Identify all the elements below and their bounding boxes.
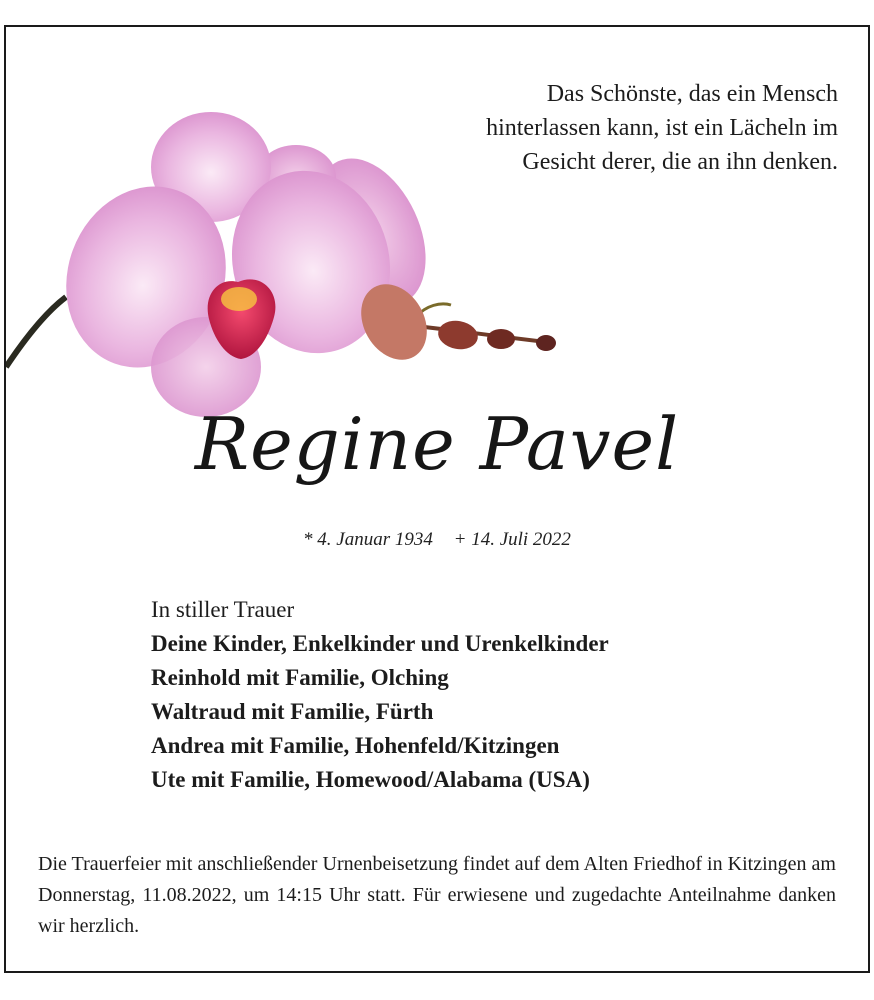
mourners-list [151,595,609,797]
memorial-quote [378,77,838,179]
birth-date: * 4. Januar 1934 [303,529,433,550]
quote-line: Gesicht derer, die an ihn denken. [522,149,838,175]
deceased-name: Regine Pavel [194,402,680,486]
quote-line: hinterlassen kann, ist ein Lächeln im [486,115,838,141]
mourner-family: Andrea mit Familie, Hohenfeld/Kitzingen [151,733,560,758]
quote-line: Das Schönste, das ein Mensch [546,81,838,107]
mourner-family: Reinhold mit Familie, Olching [151,665,449,690]
death-date: + 14. Juli 2022 [453,529,571,550]
funeral-notice: Die Trauerfeier mit anschließender Urnenbeisetzung findet auf dem Alten Friedhof in Kitzingen am Donnerstag, 11.08.2022, um 14:15 Uhr statt. Für erwiesene und zugedachte Anteilnahme danken wir herzlich. [38,853,836,937]
life-dates [6,529,868,551]
mourner-family: Waltraud mit Familie, Fürth [151,699,434,724]
obituary-frame [4,25,870,973]
mourning-intro: In stiller Trauer [151,597,295,622]
mourner-family: Deine Kinder, Enkelkinder und Urenkelkinder [151,631,609,656]
mourner-family: Ute mit Familie, Homewood/Alabama (USA) [151,767,590,792]
